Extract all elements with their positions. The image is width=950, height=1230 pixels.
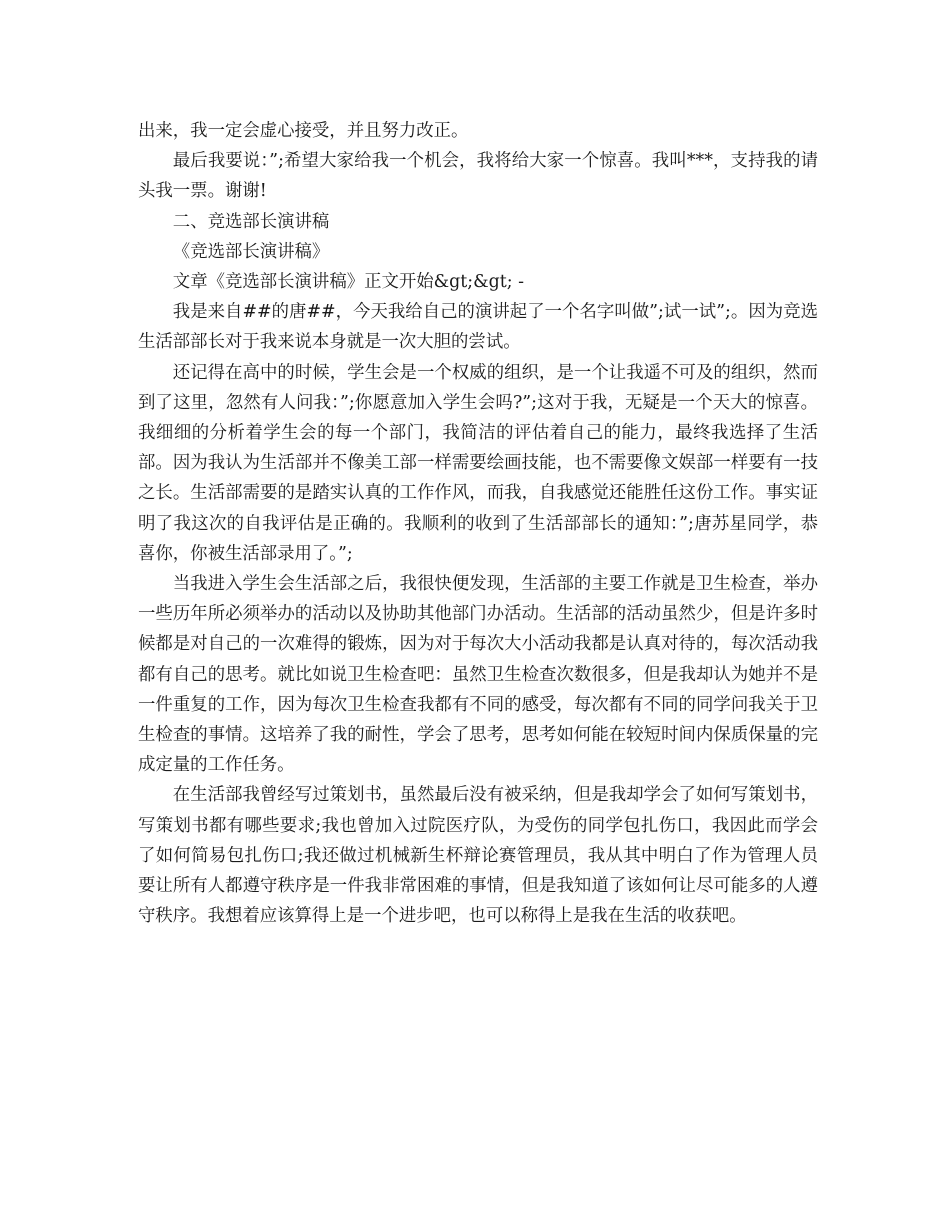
paragraph-closing-remarks: 最后我要说：”;希望大家给我一个机会，我将给大家一个惊喜。我叫***，支持我的请头我一票。谢谢! [138,151,818,202]
section-heading: 二、竞选部长演讲稿 [172,211,330,232]
paragraph-continuation: 出来，我一定会虚心接受，并且努力改正。 [138,121,469,141]
paragraph-introduction: 我是来自##的唐##，今天我给自己的演讲起了一个名字叫做”;试一试”;。因为竞选生活部部长对于我来说本身就是一次大胆的尝试。 [138,302,818,353]
article-start-marker: 文章《竞选部长演讲稿》正文开始&gt;&gt; - [172,272,524,293]
document-body [138,116,818,931]
paragraph-high-school: 还记得在高中的时候，学生会是一个权威的组织，是一个让我遥不可及的组织，然而到了这里，忽然有人问我：”;你愿意加入学生会吗?”;这对于我，无疑是一个天大的惊喜。我细细的分析着学生会的每一个部门，我简洁的评估着自己的能力，最终我选择了生活部。因为我认为生活部并不像美工部一样需要绘画技能，也不需要像文娱部一样要有一技之长。生活部需要的是踏实认真的工作作风，而我，自我感觉还能胜任这份工作。事实证明了我这次的自我评估是正确的。我顺利的收到了生活部部长的通知：”;唐苏星同学，恭喜你，你被生活部录用了。”; [138,362,818,564]
paragraph-department-work: 当我进入学生会生活部之后，我很快便发现，生活部的主要工作就是卫生检查，举办一些历年所必须举办的活动以及协助其他部门办活动。生活部的活动虽然少，但是许多时候都是对自己的一次难得的锻炼，因为对于每次大小活动我都是认真对待的，每次活动我都有自己的思考。就比如说卫生检查吧：虽然卫生检查次数很多，但是我却认为她并不是一件重复的工作，因为每次卫生检查我都有不同的感受，每次都有不同的同学问我关于卫生检查的事情。这培养了我的耐性，学会了思考，思考如何能在较短时间内保质保量的完成定量的工作任务。 [138,574,818,776]
article-title: 《竞选部长演讲稿》 [172,241,330,262]
paragraph-experience: 在生活部我曾经写过策划书，虽然最后没有被采纳，但是我却学会了如何写策划书，写策划书都有哪些要求;我也曾加入过院医疗队，为受伤的同学包扎伤口，我因此而学会了如何简易包扎伤口;我还做过机械新生杯辩论赛管理员，我从其中明白了作为管理人员要让所有人都遵守秩序是一件我非常困难的事情，但是我知道了该如何让尽可能多的人遵守秩序。我想着应该算得上是一个进步吧，也可以称得上是我在生活的收获吧。 [138,785,818,927]
